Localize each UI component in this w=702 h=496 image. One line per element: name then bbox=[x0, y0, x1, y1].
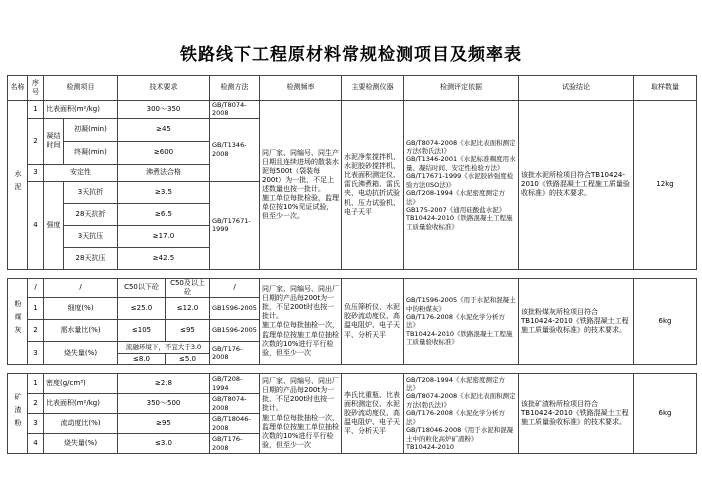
slag-item-loss: 烧失量(%) bbox=[44, 434, 118, 454]
flyash-header-row bbox=[8, 278, 697, 297]
slag-basis: GB/T208-1994《水泥密度测定方法》 GB/T8074-2008《水泥比表面积测定方法(勃氏法)》 GB/T176-2008《水泥化学分析方法》 GB/T18046-2008《用于水泥和混凝土中的粒化高炉矿渣粉》 TB10424-2010 bbox=[404, 374, 519, 454]
flyash-no-2: 2 bbox=[28, 320, 44, 342]
flyash-frequency: 同厂家、同编号、同出厂日期的产品每200t为一批，不足200t时也按一批计。 施工单位每批抽检一次，监理单位按施工单位抽检次数的10%进行平行检验，但至少一次 bbox=[260, 278, 342, 364]
cement-req-28d-comp: ≥42.5 bbox=[118, 247, 210, 269]
cement-sub-28d-flex: 28天抗折 bbox=[64, 203, 118, 225]
slag-method-loss: GB/T176-2008 bbox=[210, 434, 260, 454]
flyash-instruments: 负压筛析仪、水泥胶砂流动度仪、高温电阻炉、电子天平、分析天平 bbox=[342, 278, 404, 364]
header-instrument: 主要检测仪器 bbox=[342, 76, 404, 101]
flyash-loss-note: 流融环境下，不宜大于3.0 bbox=[118, 342, 210, 354]
header-quantity: 取样数量 bbox=[634, 76, 697, 101]
flyash-quantity: 6kg bbox=[634, 278, 697, 364]
header-conclusion: 试验结论 bbox=[519, 76, 634, 101]
header-frequency: 检测频率 bbox=[260, 76, 342, 101]
cement-instruments: 水泥净浆搅拌机、水泥胶砂搅拌机、比表面积测定仪、雷氏沸煮箱、雷氏夹、电动抗折试验机、压力试验机、电子天平 bbox=[342, 101, 404, 270]
cement-method-surface: GB/T8074-2008 bbox=[210, 101, 260, 119]
cement-item-strength: 强度 bbox=[44, 181, 64, 269]
flyash-no-3: 3 bbox=[28, 342, 44, 365]
flyash-item-fineness: 细度(%) bbox=[44, 298, 118, 320]
slag-no-1: 1 bbox=[28, 374, 44, 394]
header-row bbox=[8, 76, 697, 101]
cement-basis: GB/T8074-2008《水泥比表面积测定方法(勃氏法)》 GB/T1346-2001《水泥标准稠度用水量、凝结时间、安定性检验方法》 GB/T17671-1999《水泥胶砂强度检验方法(ISO法)》 GB/T208-1994《水泥密度测定方法》 GB175-2007《通用硅酸盐水泥》 TB10424-2010《铁路混凝土工程施工质量验收标准》 bbox=[404, 101, 519, 270]
header-requirement: 技术要求 bbox=[118, 76, 210, 101]
cement-req-28d-flex: ≥6.5 bbox=[118, 203, 210, 225]
flyash-fineness-b: ≤12.0 bbox=[166, 298, 210, 320]
cement-sub-final: 终凝(min) bbox=[64, 141, 118, 164]
flyash-hdr-e: / bbox=[210, 278, 260, 297]
cement-sub-3d-flex: 3天抗折 bbox=[64, 181, 118, 203]
cement-req-soundness: 沸煮法合格 bbox=[118, 164, 210, 181]
slag-method-surface: GB/T8074-2008 bbox=[210, 394, 260, 414]
flyash-water-b: ≤95 bbox=[166, 320, 210, 342]
slag-method-flow: GB/T18046-2008 bbox=[210, 414, 260, 434]
cement-row-1 bbox=[8, 101, 697, 119]
inspection-table bbox=[7, 75, 697, 454]
slag-instruments: 李氏比重瓶、比表面积测定仪、水泥胶砂流动度仪、高温电阻炉、电子天平、分析天平 bbox=[342, 374, 404, 454]
cement-no-1: 1 bbox=[28, 101, 44, 119]
slag-no-4: 4 bbox=[28, 434, 44, 454]
flyash-item-water: 需水量比(%) bbox=[44, 320, 118, 342]
slag-req-flow: ≥95 bbox=[118, 414, 210, 434]
slag-no-3: 3 bbox=[28, 414, 44, 434]
flyash-method-loss: GB/T176-2008 bbox=[210, 342, 260, 365]
header-method: 检测方法 bbox=[210, 76, 260, 101]
flyash-loss-b: ≤5.0 bbox=[166, 354, 210, 365]
slag-method-density: GB/T208-1994 bbox=[210, 374, 260, 394]
flyash-hdr-below-c50: C50以下砼 bbox=[118, 278, 166, 297]
slag-item-surface: 比表面积(m²/kg) bbox=[44, 394, 118, 414]
flyash-loss-a: ≤8.0 bbox=[118, 354, 166, 365]
cement-req-final: ≥600 bbox=[118, 141, 210, 164]
cement-req-3d-comp: ≥17.0 bbox=[118, 225, 210, 247]
cement-req-3d-flex: ≥3.5 bbox=[118, 181, 210, 203]
flyash-hdr-b: / bbox=[44, 278, 118, 297]
slag-frequency: 同厂家、同编号、同出厂日期的产品每200t为一批，不足200t时也按一批计。 施工单位每批抽检一次，监理单位按施工单位抽检次数的10%进行平行检验，但至少一次 bbox=[260, 374, 342, 454]
slag-conclusion: 该批矿渣粉所检项目符合TB10424-2010《铁路混凝土工程施工质量验收标准》的技术要求。 bbox=[519, 374, 634, 454]
slag-req-density: ≥2.8 bbox=[118, 374, 210, 394]
slag-quantity: 6kg bbox=[634, 374, 697, 454]
slag-item-density: 密度(g/cm³) bbox=[44, 374, 118, 394]
header-name: 名称 bbox=[8, 76, 28, 101]
cement-item-soundness: 安定性 bbox=[44, 164, 118, 181]
slag-no-2: 2 bbox=[28, 394, 44, 414]
header-basis: 检测评定依据 bbox=[404, 76, 519, 101]
flyash-water-a: ≤105 bbox=[118, 320, 166, 342]
flyash-method-fineness: GB1596-2005 bbox=[210, 298, 260, 320]
cement-no-2: 2 bbox=[28, 118, 44, 164]
cement-quantity: 12kg bbox=[634, 101, 697, 270]
spacer-row-2 bbox=[8, 365, 697, 374]
flyash-item-loss: 烧失量(%) bbox=[44, 342, 118, 365]
flyash-hdr-a: / bbox=[28, 278, 44, 297]
header-item: 检测项目 bbox=[44, 76, 118, 101]
cement-no-4: 4 bbox=[28, 181, 44, 269]
flyash-conclusion: 该批粉煤灰所检项目符合TB10424-2010《铁路混凝土工程施工质量验收标准》的技术要求。 bbox=[519, 278, 634, 364]
slag-req-surface: 350～500 bbox=[118, 394, 210, 414]
spacer-row-1 bbox=[8, 269, 697, 278]
cement-item-setting: 凝结时间 bbox=[44, 118, 64, 164]
slag-req-loss: ≤3.0 bbox=[118, 434, 210, 454]
cement-item-surface: 比表面积(m²/kg) bbox=[44, 101, 118, 119]
cement-no-3: 3 bbox=[28, 164, 44, 181]
flyash-fineness-a: ≤25.0 bbox=[118, 298, 166, 320]
cement-sub-initial: 初凝(min) bbox=[64, 118, 118, 141]
cement-sub-3d-comp: 3天抗压 bbox=[64, 225, 118, 247]
cement-method-strength: GB/T17671-1999 bbox=[210, 181, 260, 269]
header-no: 序号 bbox=[28, 76, 44, 101]
cement-req-initial: ≥45 bbox=[118, 118, 210, 141]
slag-item-flow: 流动度比(%) bbox=[44, 414, 118, 434]
slag-row-1 bbox=[8, 374, 697, 394]
cement-name: 水泥 bbox=[8, 101, 28, 270]
flyash-no-1: 1 bbox=[28, 298, 44, 320]
flyash-basis: GB/T1596-2005《用于水泥和混凝土中的粉煤灰》 GB/T176-2008《水泥化学分析方法》 TB10424-2010《铁路混凝土工程施工质量验收标准》 bbox=[404, 278, 519, 364]
slag-name: 矿渣粉 bbox=[8, 374, 28, 454]
flyash-method-water: GB1596-2005 bbox=[210, 320, 260, 342]
cement-sub-28d-comp: 28天抗压 bbox=[64, 247, 118, 269]
cement-req-surface: 300～350 bbox=[118, 101, 210, 119]
cement-method-setting: GB/T1346-2008 bbox=[210, 118, 260, 181]
cement-frequency: 同厂家、同编号、同生产日期且连续进场的散装水泥每500t（袋装每200t）为一批，不足上述数量也按一批计。 施工单位每批检验，监理单位按10%见证试验，但至少一次。 bbox=[260, 101, 342, 270]
flyash-name: 粉煤灰 bbox=[8, 278, 28, 364]
flyash-hdr-above-c50: C50及以上砼 bbox=[166, 278, 210, 297]
cement-conclusion: 该批水泥所检项目符合TB10424-2010《铁路混凝土工程施工质量验收标准》的技术要求。 bbox=[519, 101, 634, 270]
document-title: 铁路线下工程原材料常规检测项目及频率表 bbox=[180, 45, 522, 65]
